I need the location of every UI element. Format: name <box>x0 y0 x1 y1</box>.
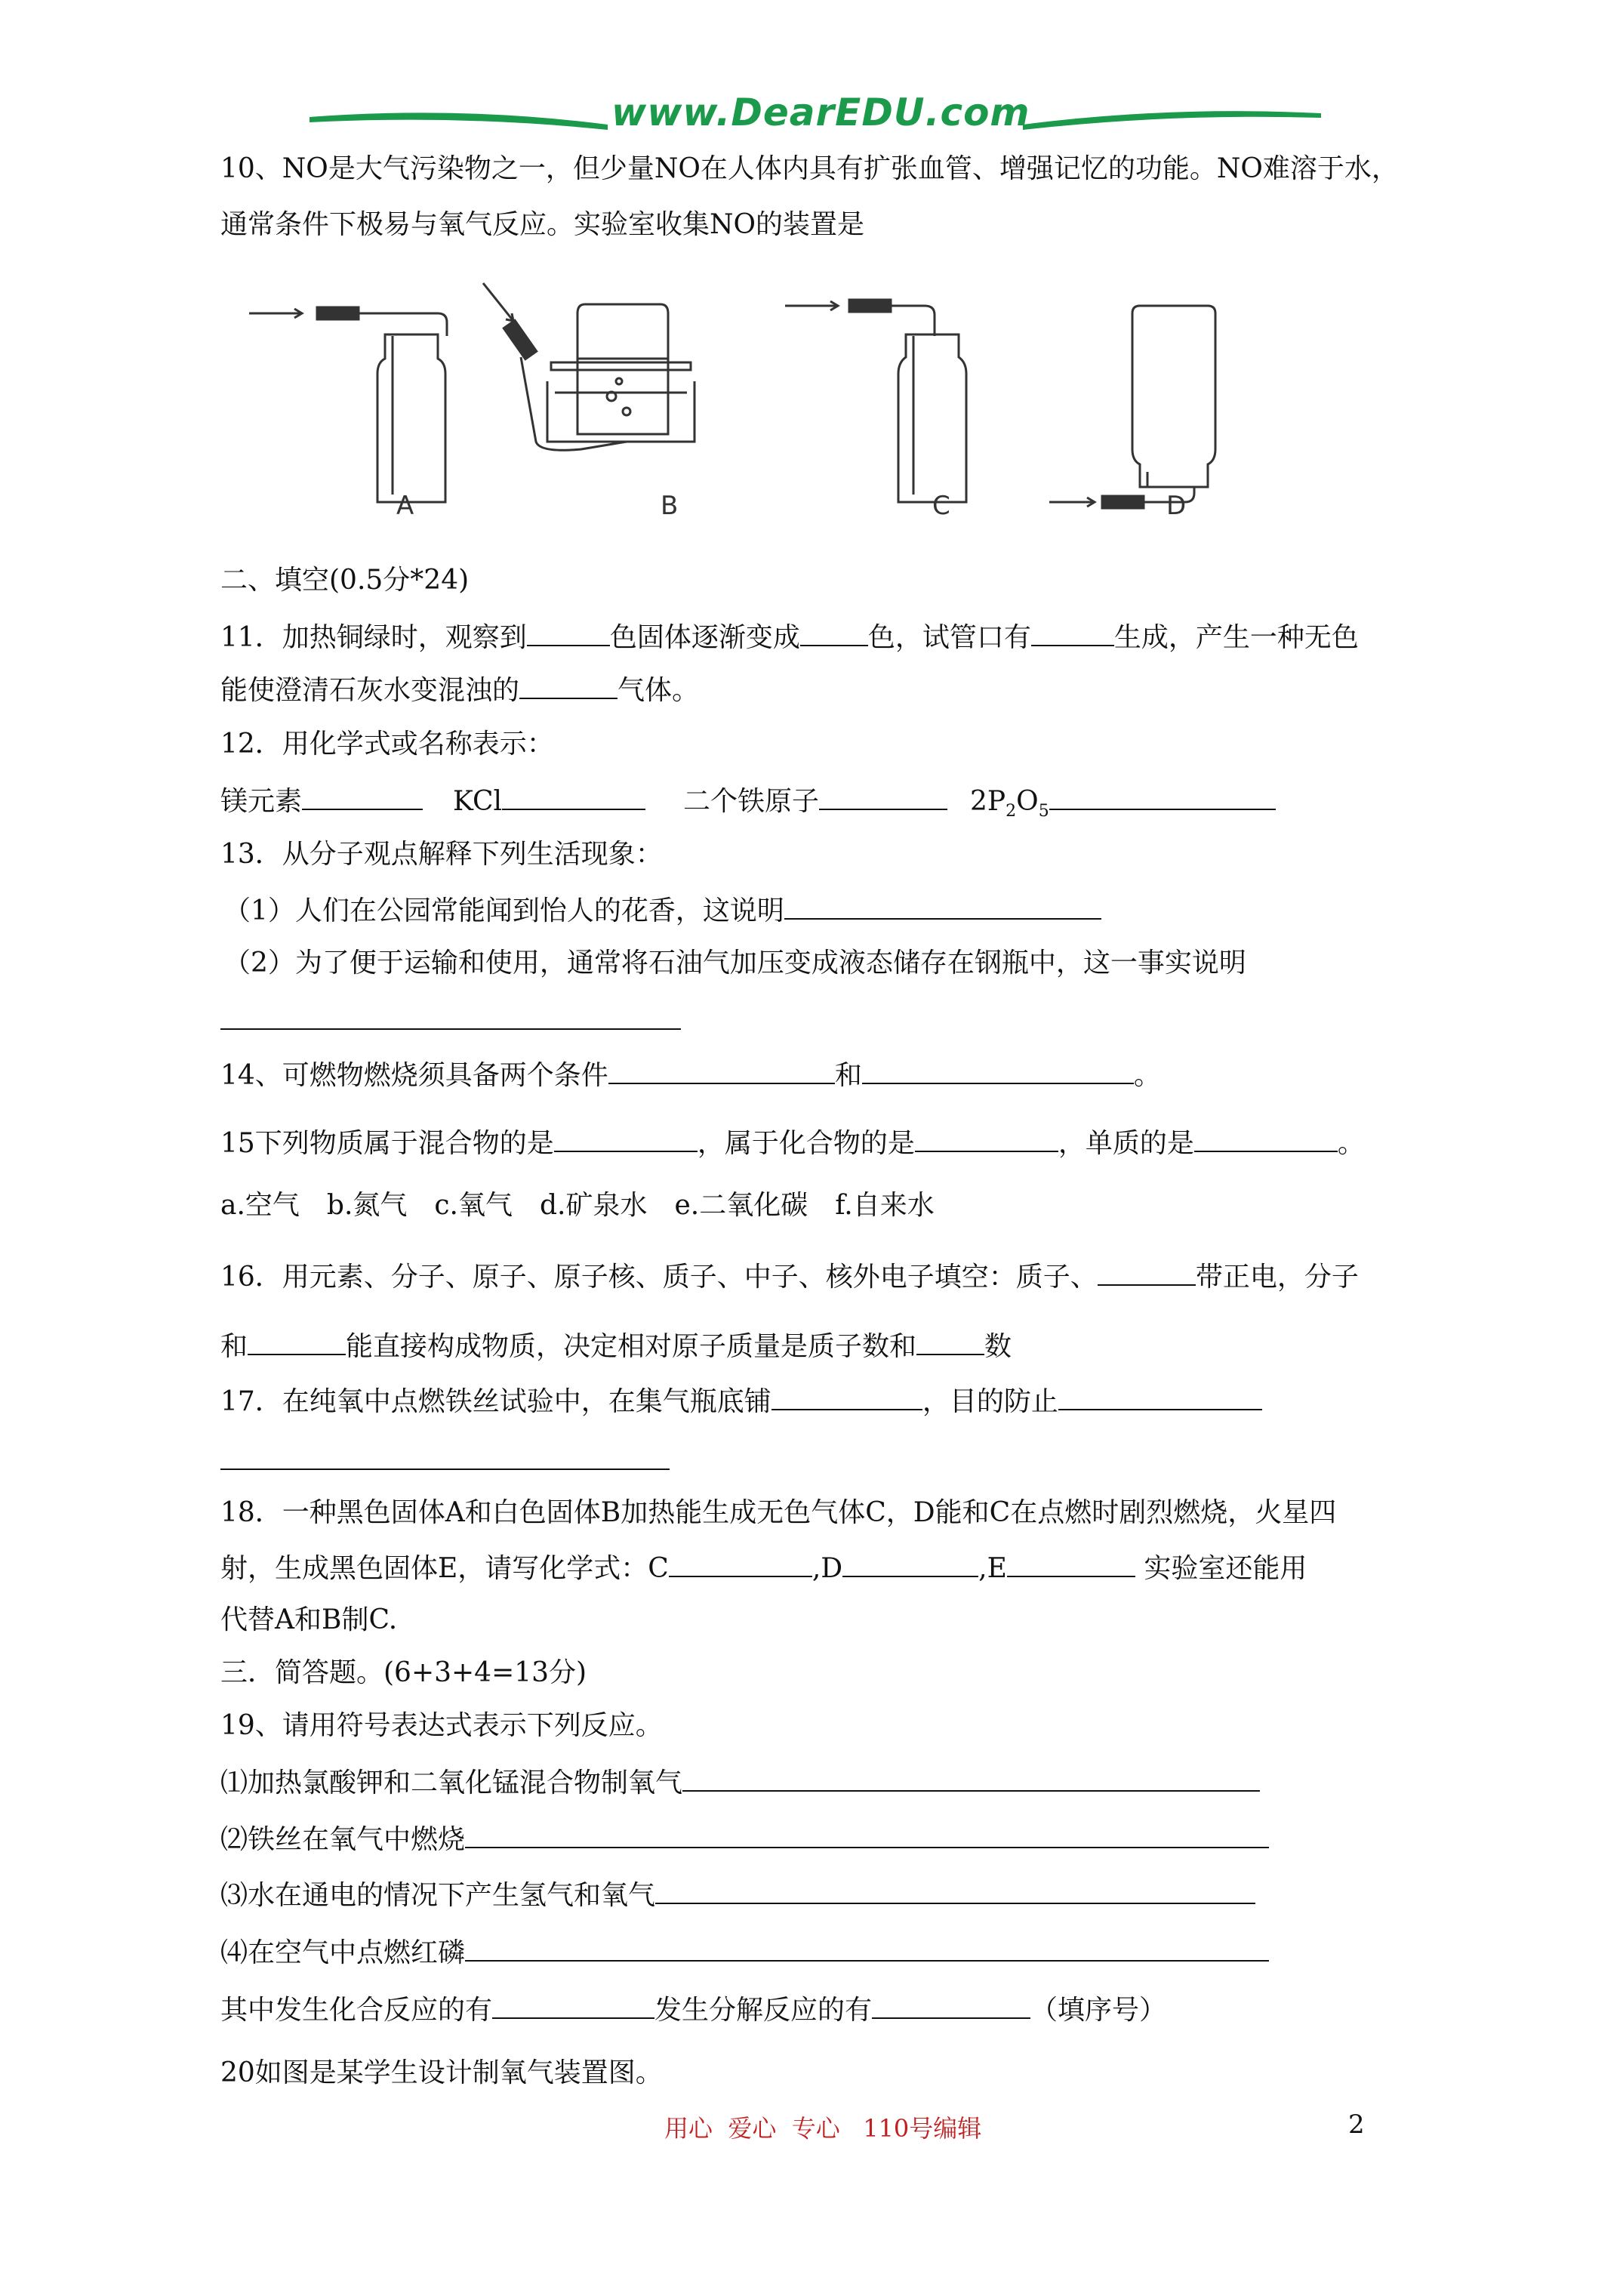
q12-c: 二个铁原子 <box>683 786 820 817</box>
q17-text-1: 17．在纯氧中点燃铁丝试验中，在集气瓶底铺 <box>220 1386 771 1417</box>
blank[interactable] <box>248 1327 346 1355</box>
q11-text-6: 气体。 <box>617 675 700 706</box>
blank[interactable] <box>1049 781 1276 810</box>
section3-title: 三．简答题。(6+3+4=13分) <box>220 1657 587 1688</box>
q19-summary-c: （填序号） <box>1030 1995 1167 2026</box>
blank[interactable] <box>1098 1257 1196 1286</box>
blank[interactable] <box>916 1327 984 1355</box>
blank[interactable] <box>819 781 947 810</box>
q11-text-3: 色，试管口有 <box>867 622 1031 653</box>
q19-item3 <box>220 1875 1255 1914</box>
q17-line <box>220 1382 1262 1420</box>
apparatus-figure <box>234 268 1253 543</box>
q19-item1 <box>220 1763 1260 1801</box>
q19-summary <box>220 1990 1166 2029</box>
figure-label-b: B <box>661 491 679 521</box>
blank[interactable] <box>465 1820 1269 1848</box>
blank[interactable] <box>842 1549 978 1577</box>
q13-answer-line[interactable] <box>220 1028 681 1030</box>
site-logo-text: www.DearEDU.com <box>611 91 1030 134</box>
q20-text: 20如图是某学生设计制氧气装置图。 <box>220 2057 663 2088</box>
blank[interactable] <box>784 891 1101 920</box>
q19-summary-a: 其中发生化合反应的有 <box>220 1995 493 2026</box>
blank[interactable] <box>502 781 645 810</box>
q12-a: 镁元素 <box>220 786 303 817</box>
page-header <box>310 91 1321 159</box>
q14-end: 。 <box>1133 1060 1161 1091</box>
q13-item2: （2）为了便于运输和使用，通常将石油气加压变成液态储存在钢瓶中，这一事实说明 <box>223 948 1246 978</box>
q18-line2 <box>220 1549 1307 1587</box>
q15-text-1: 15下列物质属于混合物的是 <box>220 1128 554 1159</box>
q12-d: $2P_2O_5$ <box>970 786 1049 821</box>
q16-text-4: 能直接构成物质，决定相对原子质量是质子数和 <box>346 1331 917 1362</box>
q19-item2 <box>220 1820 1269 1858</box>
q19-item1-text: ⑴加热氯酸钾和二氧化锰混合物制氧气 <box>220 1767 683 1798</box>
q18-text-1: 射，生成黑色固体E，请写化学式：C <box>220 1553 669 1584</box>
blank[interactable] <box>872 1990 1030 2019</box>
q18-text-4: 实验室还能用 <box>1135 1553 1307 1584</box>
page-footer: 用心 爱心 专心 110号编辑 <box>664 2114 982 2143</box>
figure-label-a: A <box>396 491 414 521</box>
q17-answer-line[interactable] <box>220 1469 670 1470</box>
q15-end: 。 <box>1337 1128 1365 1159</box>
q16-text-1: 16．用元素、分子、原子、原子核、质子、中子、核外电子填空：质子、 <box>220 1262 1098 1293</box>
q12-title: 12．用化学式或名称表示： <box>220 729 554 760</box>
q19-item2-text: ⑵铁丝在氧气中燃烧 <box>220 1824 466 1855</box>
blank[interactable] <box>915 1123 1058 1152</box>
q11-line2 <box>220 670 699 709</box>
blank[interactable] <box>862 1056 1134 1084</box>
q15-text-2: ，属于化合物的是 <box>697 1128 915 1159</box>
q16-line1 <box>220 1257 1359 1296</box>
blank[interactable] <box>771 1382 922 1410</box>
q10-line2: 通常条件下极易与氧气反应。实验室收集NO的装置是 <box>220 209 865 240</box>
blank[interactable] <box>527 618 610 646</box>
blank[interactable] <box>465 1933 1269 1962</box>
q19-item4 <box>220 1933 1269 1971</box>
q16-text-3: 和 <box>220 1331 248 1362</box>
blank[interactable] <box>1058 1382 1262 1410</box>
blank[interactable] <box>1007 1549 1135 1577</box>
q11-line1 <box>220 618 1359 656</box>
q15-options: a.空气 b.氮气 c.氧气 d.矿泉水 e.二氧化碳 f.自来水 <box>220 1190 935 1221</box>
q14-text: 14、可燃物燃烧须具备两个条件 <box>220 1060 608 1091</box>
blank[interactable] <box>492 1990 654 2019</box>
q18-line1: 18．一种黑色固体A和白色固体B加热能生成无色气体C，D能和C在点燃时剧烈燃烧，火星四 <box>220 1497 1337 1528</box>
q14-and: 和 <box>834 1060 862 1091</box>
blank[interactable] <box>519 670 617 699</box>
q13-item1-text: （1）人们在公园常能闻到怡人的花香，这说明 <box>223 895 784 926</box>
q16-text-2: 带正电，分子 <box>1195 1262 1359 1293</box>
figure-label-c: C <box>932 491 950 521</box>
q19-title: 19、请用符号表达式表示下列反应。 <box>220 1710 663 1741</box>
q19-item3-text: ⑶水在通电的情况下产生氢气和氧气 <box>220 1880 656 1911</box>
figure-label-d: D <box>1166 491 1187 521</box>
q15-text-3: ，单质的是 <box>1058 1128 1194 1159</box>
q14-line <box>220 1056 1161 1094</box>
q12-b: KCl <box>453 786 503 817</box>
blank[interactable] <box>302 781 423 810</box>
q13-title: 13．从分子观点解释下列生活现象： <box>220 839 663 870</box>
q18-text-3: ,E <box>978 1553 1007 1584</box>
q19-item4-text: ⑷在空气中点燃红磷 <box>220 1937 466 1968</box>
q15-line <box>220 1123 1365 1162</box>
q18-line3: 代替A和B制C. <box>220 1604 398 1635</box>
blank[interactable] <box>800 618 868 646</box>
blank[interactable] <box>554 1123 698 1152</box>
q13-item1 <box>223 891 1101 929</box>
section2-title: 二、填空(0.5分*24) <box>220 565 470 596</box>
gas-collection-apparatus-diagram <box>234 268 1253 540</box>
q11-text-2: 色固体逐渐变成 <box>609 622 800 653</box>
q11-text-5: 能使澄清石灰水变混浊的 <box>220 675 520 706</box>
blank[interactable] <box>1194 1123 1338 1152</box>
blank[interactable] <box>669 1549 812 1577</box>
q17-text-2: ，目的防止 <box>922 1386 1058 1417</box>
q16-text-5: 数 <box>984 1331 1012 1362</box>
blank[interactable] <box>655 1875 1255 1904</box>
q12-items <box>220 781 1276 830</box>
q16-line2 <box>220 1327 1012 1365</box>
blank[interactable] <box>682 1763 1260 1792</box>
blank[interactable] <box>1031 618 1114 646</box>
q18-text-2: ,D <box>812 1553 843 1584</box>
q11-text-1: 11．加热铜绿时，观察到 <box>220 622 527 653</box>
q10-line1: 10、NO是大气污染物之一，但少量NO在人体内具有扩张血管、增强记忆的功能。NO难溶于水， <box>220 153 1399 184</box>
page-number: 2 <box>1348 2110 1365 2140</box>
q19-summary-b: 发生分解反应的有 <box>654 1995 873 2026</box>
q11-text-4: 生成，产生一种无色 <box>1113 622 1359 653</box>
blank[interactable] <box>608 1056 835 1084</box>
